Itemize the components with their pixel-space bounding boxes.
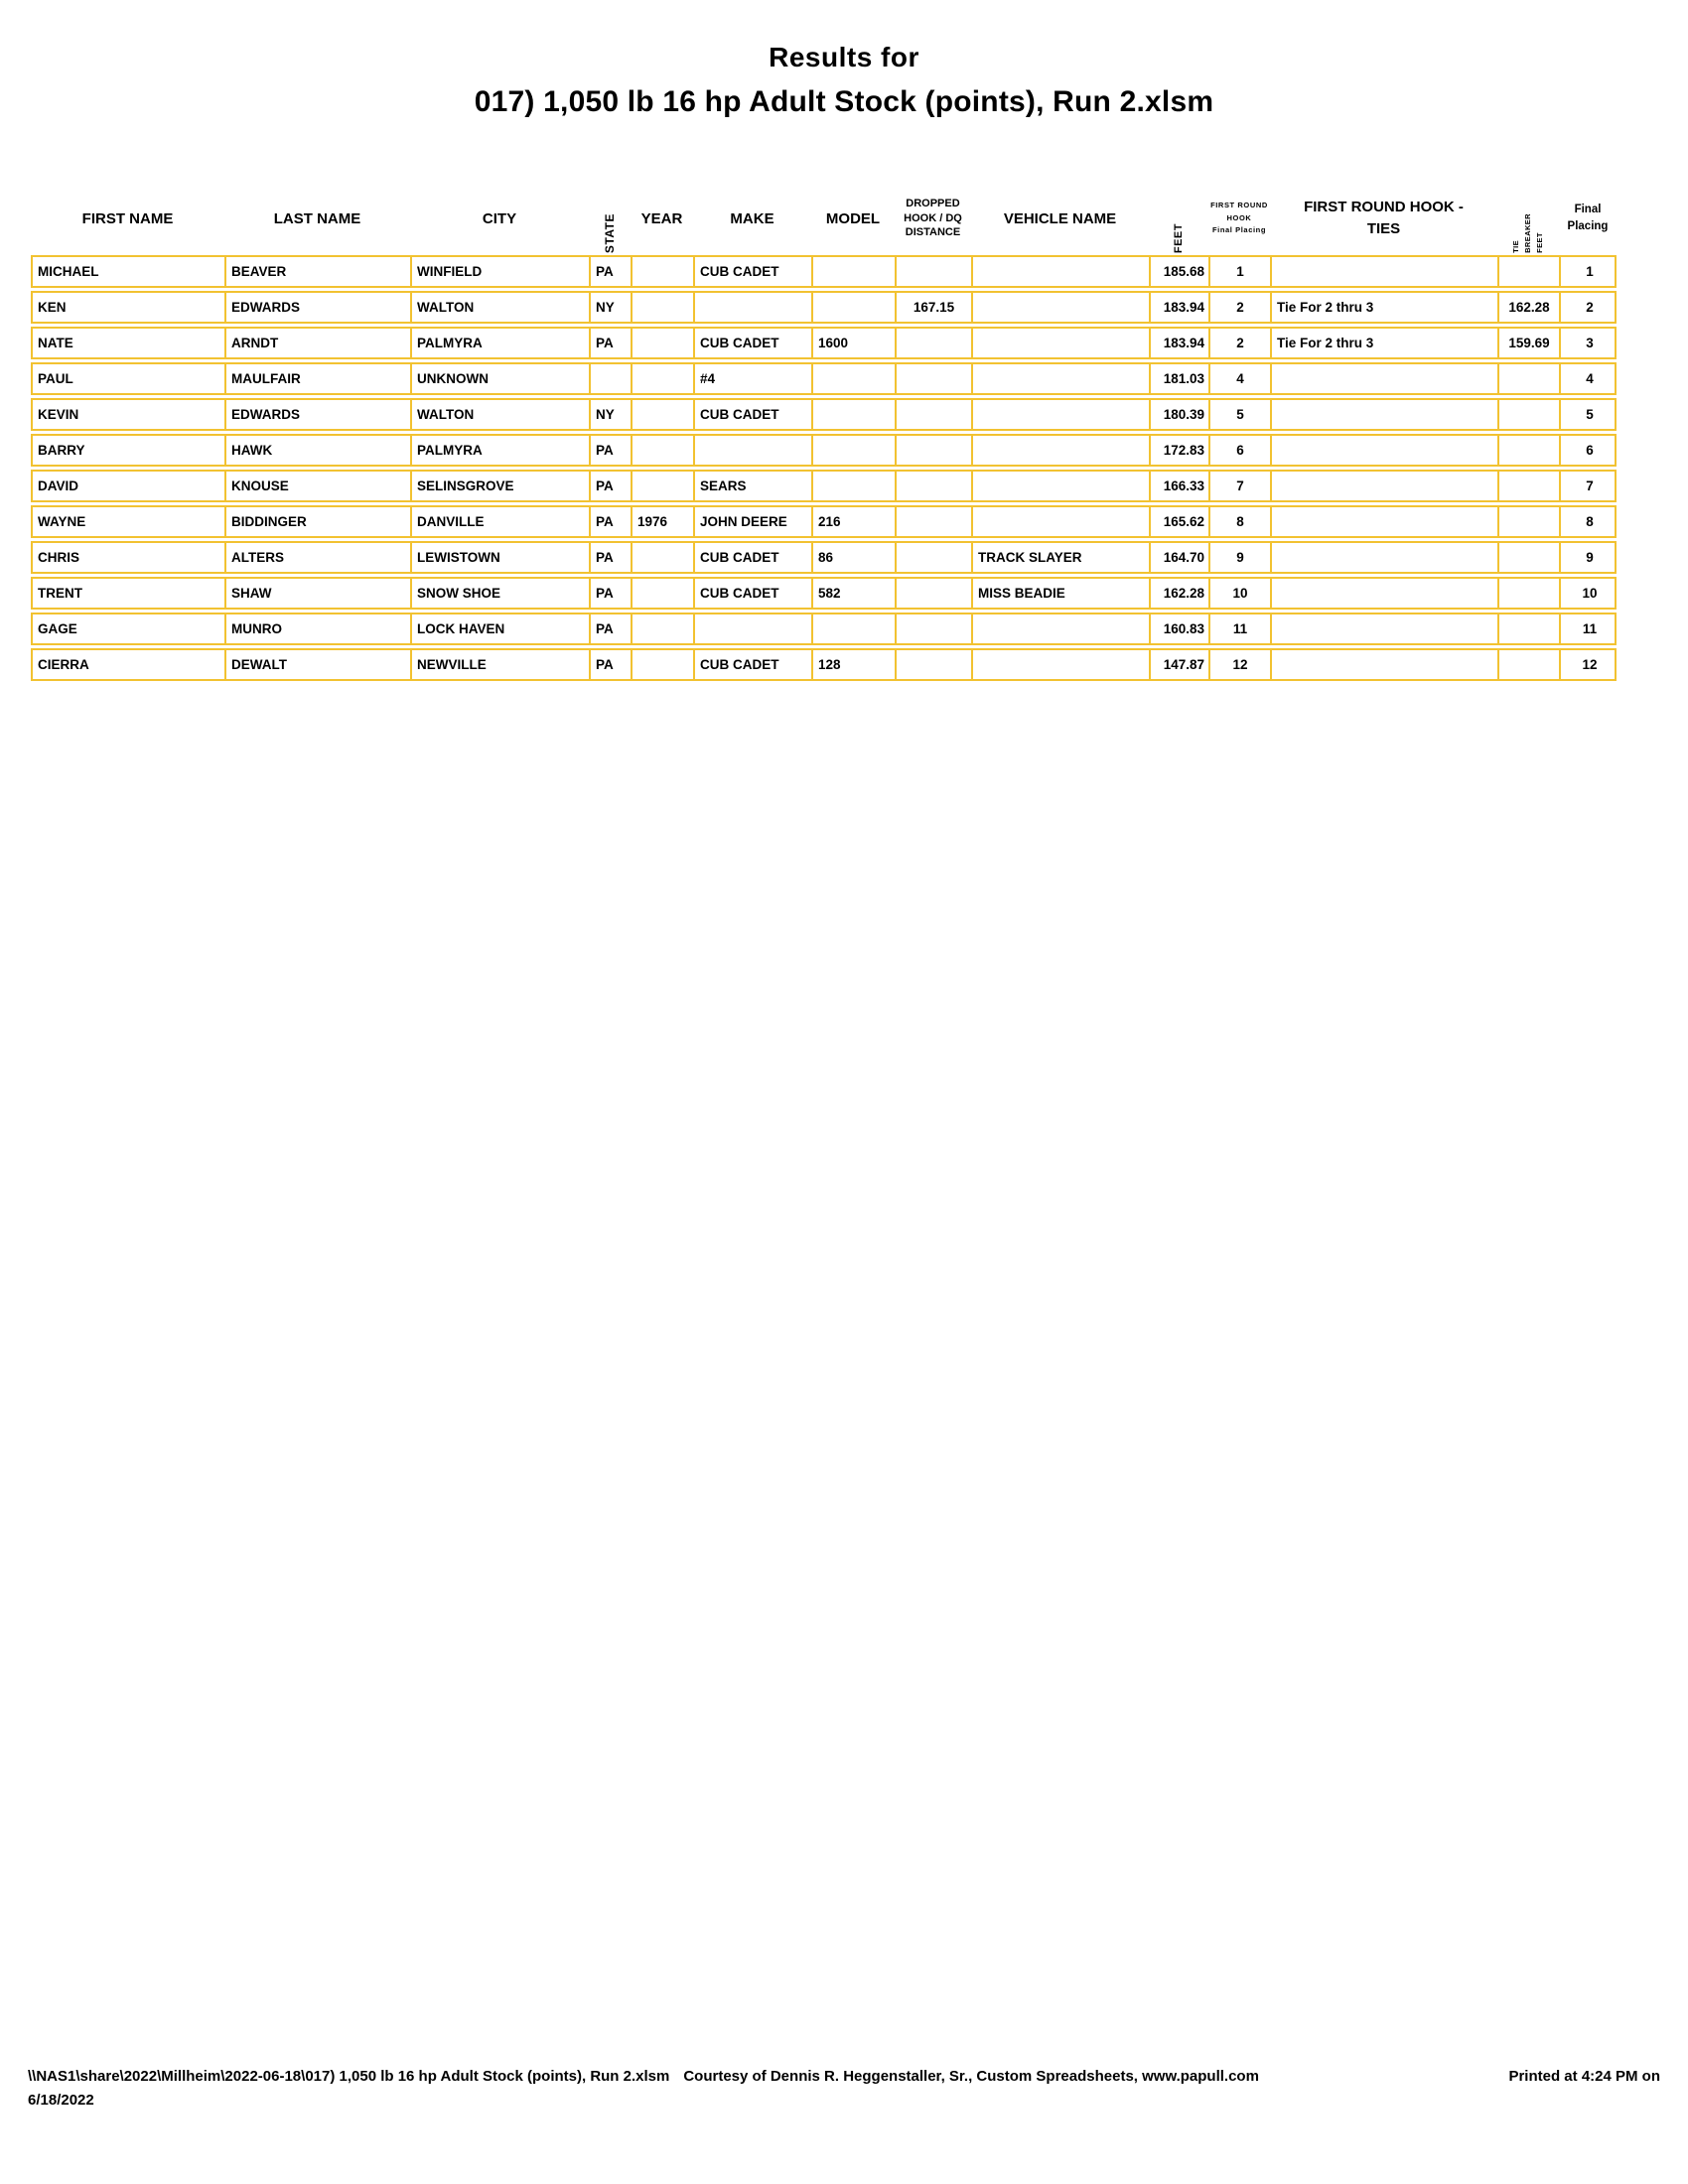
cell-model [813, 293, 897, 322]
cell-tie-breaker-feet [1499, 364, 1561, 393]
table-row [31, 648, 1617, 681]
cell-feet: 183.94 [1151, 329, 1210, 357]
col-header-dropped-hook: DROPPED HOOK / DQ DISTANCE [904, 197, 962, 239]
cell-feet: 180.39 [1151, 400, 1210, 429]
cell-last-name: SHAW [226, 579, 412, 608]
cell-final-placing: 7 [1586, 478, 1594, 493]
col-header-first-round-placing: FIRST ROUND HOOK Final Placing [1210, 200, 1268, 235]
cell-state: PA [591, 543, 633, 572]
cell-vehicle-name: TRACK SLAYER [973, 543, 1151, 572]
cell-year [633, 257, 695, 286]
results-table [31, 182, 1617, 684]
cell-vehicle-name [973, 507, 1151, 536]
cell-first-round-placing: 5 [1210, 400, 1272, 429]
cell-feet: 172.83 [1151, 436, 1210, 465]
footer-file-path: \\NAS1\share\2022\Millheim\2022-06-18\017) 1,050 lb 16 hp Adult Stock (points), Run 2.xlsm [28, 2068, 670, 2085]
cell-first-round-placing: 2 [1210, 293, 1272, 322]
cell-state: PA [591, 507, 633, 536]
cell-feet: 181.03 [1151, 364, 1210, 393]
cell-year [633, 436, 695, 465]
cell-vehicle-name: MISS BEADIE [973, 579, 1151, 608]
cell-first-round-ties [1272, 400, 1499, 429]
report-title [0, 42, 1688, 119]
cell-first-round-placing: 1 [1210, 257, 1272, 286]
table-row [31, 327, 1617, 359]
cell-final-placing: 9 [1586, 550, 1594, 565]
cell-state: PA [591, 329, 633, 357]
cell-tie-breaker-feet [1499, 650, 1561, 679]
cell-last-name: ARNDT [226, 329, 412, 357]
cell-year [633, 579, 695, 608]
col-header-model: MODEL [825, 209, 881, 227]
cell-final-placing: 2 [1586, 300, 1594, 315]
cell-dropped-hook [897, 329, 973, 357]
cell-state: PA [591, 257, 633, 286]
cell-tie-breaker-feet [1499, 257, 1561, 286]
cell-model [813, 614, 897, 643]
cell-make: CUB CADET [695, 650, 813, 679]
cell-state: PA [591, 436, 633, 465]
cell-make: CUB CADET [695, 543, 813, 572]
cell-first-name: MICHAEL [33, 257, 226, 286]
cell-first-name: CHRIS [33, 543, 226, 572]
cell-make: CUB CADET [695, 579, 813, 608]
cell-dropped-hook [897, 614, 973, 643]
cell-first-round-placing: 4 [1210, 364, 1272, 393]
cell-first-round-ties [1272, 364, 1499, 393]
table-row [31, 255, 1617, 288]
cell-year [633, 329, 695, 357]
table-row [31, 362, 1617, 395]
col-header-first-name: FIRST NAME [81, 209, 174, 227]
cell-state: PA [591, 472, 633, 500]
cell-first-round-ties [1272, 472, 1499, 500]
cell-city: WINFIELD [412, 257, 591, 286]
cell-first-round-ties: Tie For 2 thru 3 [1272, 293, 1499, 322]
cell-first-round-ties: Tie For 2 thru 3 [1272, 329, 1499, 357]
cell-first-name: BARRY [33, 436, 226, 465]
cell-first-name: KEVIN [33, 400, 226, 429]
cell-tie-breaker-feet [1499, 614, 1561, 643]
table-body [31, 255, 1617, 681]
col-header-first-round-ties: FIRST ROUND HOOK - TIES [1304, 199, 1464, 237]
cell-city: DANVILLE [412, 507, 591, 536]
cell-first-round-placing: 10 [1210, 579, 1272, 608]
cell-make: JOHN DEERE [695, 507, 813, 536]
cell-first-round-placing: 7 [1210, 472, 1272, 500]
cell-tie-breaker-feet [1499, 400, 1561, 429]
cell-tie-breaker-feet [1499, 543, 1561, 572]
cell-last-name: BIDDINGER [226, 507, 412, 536]
col-header-city: CITY [482, 209, 517, 227]
cell-model [813, 472, 897, 500]
cell-year [633, 472, 695, 500]
cell-city: SELINSGROVE [412, 472, 591, 500]
cell-first-name: TRENT [33, 579, 226, 608]
cell-city: UNKNOWN [412, 364, 591, 393]
cell-first-name: WAYNE [33, 507, 226, 536]
cell-model [813, 257, 897, 286]
cell-final-placing: 6 [1586, 443, 1594, 458]
table-row [31, 577, 1617, 610]
cell-first-round-ties [1272, 650, 1499, 679]
cell-final-placing: 1 [1586, 264, 1594, 279]
table-row [31, 434, 1617, 467]
cell-city: WALTON [412, 293, 591, 322]
col-header-vehicle-name: VEHICLE NAME [1003, 209, 1117, 227]
cell-first-name: PAUL [33, 364, 226, 393]
cell-first-name: GAGE [33, 614, 226, 643]
cell-model [813, 364, 897, 393]
cell-feet: 160.83 [1151, 614, 1210, 643]
cell-feet: 166.33 [1151, 472, 1210, 500]
cell-first-name: KEN [33, 293, 226, 322]
cell-first-round-ties [1272, 579, 1499, 608]
cell-dropped-hook [897, 436, 973, 465]
table-row [31, 613, 1617, 645]
cell-model: 216 [813, 507, 897, 536]
cell-last-name: KNOUSE [226, 472, 412, 500]
cell-make [695, 293, 813, 322]
cell-last-name: BEAVER [226, 257, 412, 286]
cell-feet: 164.70 [1151, 543, 1210, 572]
cell-dropped-hook [897, 579, 973, 608]
table-header-row [31, 182, 1617, 255]
cell-dropped-hook [897, 257, 973, 286]
cell-feet: 147.87 [1151, 650, 1210, 679]
cell-vehicle-name [973, 614, 1151, 643]
cell-dropped-hook [897, 472, 973, 500]
cell-last-name: MAULFAIR [226, 364, 412, 393]
col-header-make: MAKE [730, 209, 774, 227]
cell-final-placing: 5 [1586, 407, 1594, 422]
cell-make: CUB CADET [695, 329, 813, 357]
cell-vehicle-name [973, 329, 1151, 357]
cell-last-name: HAWK [226, 436, 412, 465]
cell-make: #4 [695, 364, 813, 393]
cell-vehicle-name [973, 400, 1151, 429]
cell-make: SEARS [695, 472, 813, 500]
cell-first-round-placing: 2 [1210, 329, 1272, 357]
cell-state: PA [591, 614, 633, 643]
cell-year [633, 650, 695, 679]
cell-first-name: CIERRA [33, 650, 226, 679]
cell-feet: 183.94 [1151, 293, 1210, 322]
cell-last-name: ALTERS [226, 543, 412, 572]
cell-last-name: EDWARDS [226, 400, 412, 429]
cell-city: LOCK HAVEN [412, 614, 591, 643]
cell-make: CUB CADET [695, 400, 813, 429]
cell-dropped-hook [897, 400, 973, 429]
table-row [31, 505, 1617, 538]
cell-make: CUB CADET [695, 257, 813, 286]
page-footer [28, 2068, 1660, 2109]
col-header-year: YEAR [640, 209, 683, 227]
cell-city: LEWISTOWN [412, 543, 591, 572]
table-row [31, 541, 1617, 574]
cell-model: 1600 [813, 329, 897, 357]
cell-year [633, 400, 695, 429]
cell-year [633, 364, 695, 393]
cell-last-name: DEWALT [226, 650, 412, 679]
col-header-tie-breaker-feet: TIE BREAKER FEET [1511, 213, 1544, 253]
cell-model: 86 [813, 543, 897, 572]
cell-last-name: EDWARDS [226, 293, 412, 322]
footer-courtesy: Courtesy of Dennis R. Heggenstaller, Sr., Custom Spreadsheets, www.papull.com [683, 2068, 1259, 2085]
cell-final-placing: 12 [1582, 657, 1598, 672]
cell-state: PA [591, 650, 633, 679]
footer-printed-at: Printed at 4:24 PM on [1508, 2068, 1660, 2085]
cell-vehicle-name [973, 257, 1151, 286]
page-title-line2: 017) 1,050 lb 16 hp Adult Stock (points), Run 2.xlsm [474, 85, 1214, 118]
cell-final-placing: 8 [1586, 514, 1594, 529]
cell-make [695, 614, 813, 643]
cell-vehicle-name [973, 364, 1151, 393]
cell-city: WALTON [412, 400, 591, 429]
cell-vehicle-name [973, 650, 1151, 679]
cell-vehicle-name [973, 293, 1151, 322]
col-header-state: STATE [603, 212, 617, 253]
footer-date: 6/18/2022 [28, 2092, 94, 2109]
cell-model [813, 436, 897, 465]
cell-first-round-placing: 11 [1210, 614, 1272, 643]
cell-year [633, 293, 695, 322]
cell-first-name: NATE [33, 329, 226, 357]
cell-dropped-hook [897, 543, 973, 572]
cell-year [633, 543, 695, 572]
cell-city: PALMYRA [412, 436, 591, 465]
cell-first-round-ties [1272, 614, 1499, 643]
cell-state: NY [591, 293, 633, 322]
cell-feet: 165.62 [1151, 507, 1210, 536]
cell-city: NEWVILLE [412, 650, 591, 679]
table-row [31, 398, 1617, 431]
cell-model: 128 [813, 650, 897, 679]
cell-final-placing: 3 [1586, 336, 1594, 350]
cell-first-round-ties [1272, 507, 1499, 536]
cell-first-round-placing: 8 [1210, 507, 1272, 536]
cell-vehicle-name [973, 472, 1151, 500]
cell-tie-breaker-feet: 162.28 [1499, 293, 1561, 322]
cell-first-round-ties [1272, 543, 1499, 572]
cell-city: PALMYRA [412, 329, 591, 357]
col-header-feet: FEET [1173, 222, 1185, 253]
cell-feet: 185.68 [1151, 257, 1210, 286]
cell-tie-breaker-feet [1499, 436, 1561, 465]
cell-year [633, 614, 695, 643]
cell-dropped-hook: 167.15 [897, 293, 973, 322]
cell-tie-breaker-feet: 159.69 [1499, 329, 1561, 357]
footer-file-info [28, 2068, 1273, 2085]
table-row [31, 291, 1617, 324]
cell-dropped-hook [897, 507, 973, 536]
cell-year: 1976 [633, 507, 695, 536]
cell-tie-breaker-feet [1499, 472, 1561, 500]
cell-final-placing: 10 [1582, 586, 1598, 601]
cell-final-placing: 4 [1586, 371, 1594, 386]
cell-state [591, 364, 633, 393]
cell-first-round-ties [1272, 257, 1499, 286]
cell-first-round-placing: 9 [1210, 543, 1272, 572]
cell-first-round-placing: 6 [1210, 436, 1272, 465]
cell-tie-breaker-feet [1499, 507, 1561, 536]
cell-make [695, 436, 813, 465]
page-title-line1: Results for [769, 42, 919, 72]
cell-model: 582 [813, 579, 897, 608]
cell-state: NY [591, 400, 633, 429]
cell-tie-breaker-feet [1499, 579, 1561, 608]
cell-final-placing: 11 [1582, 621, 1598, 636]
cell-feet: 162.28 [1151, 579, 1210, 608]
cell-dropped-hook [897, 364, 973, 393]
cell-state: PA [591, 579, 633, 608]
col-header-final-placing: Final Placing [1567, 203, 1609, 232]
cell-first-round-ties [1272, 436, 1499, 465]
cell-city: SNOW SHOE [412, 579, 591, 608]
col-header-last-name: LAST NAME [273, 209, 361, 227]
table-row [31, 470, 1617, 502]
cell-model [813, 400, 897, 429]
cell-dropped-hook [897, 650, 973, 679]
cell-last-name: MUNRO [226, 614, 412, 643]
cell-vehicle-name [973, 436, 1151, 465]
cell-first-name: DAVID [33, 472, 226, 500]
cell-first-round-placing: 12 [1210, 650, 1272, 679]
